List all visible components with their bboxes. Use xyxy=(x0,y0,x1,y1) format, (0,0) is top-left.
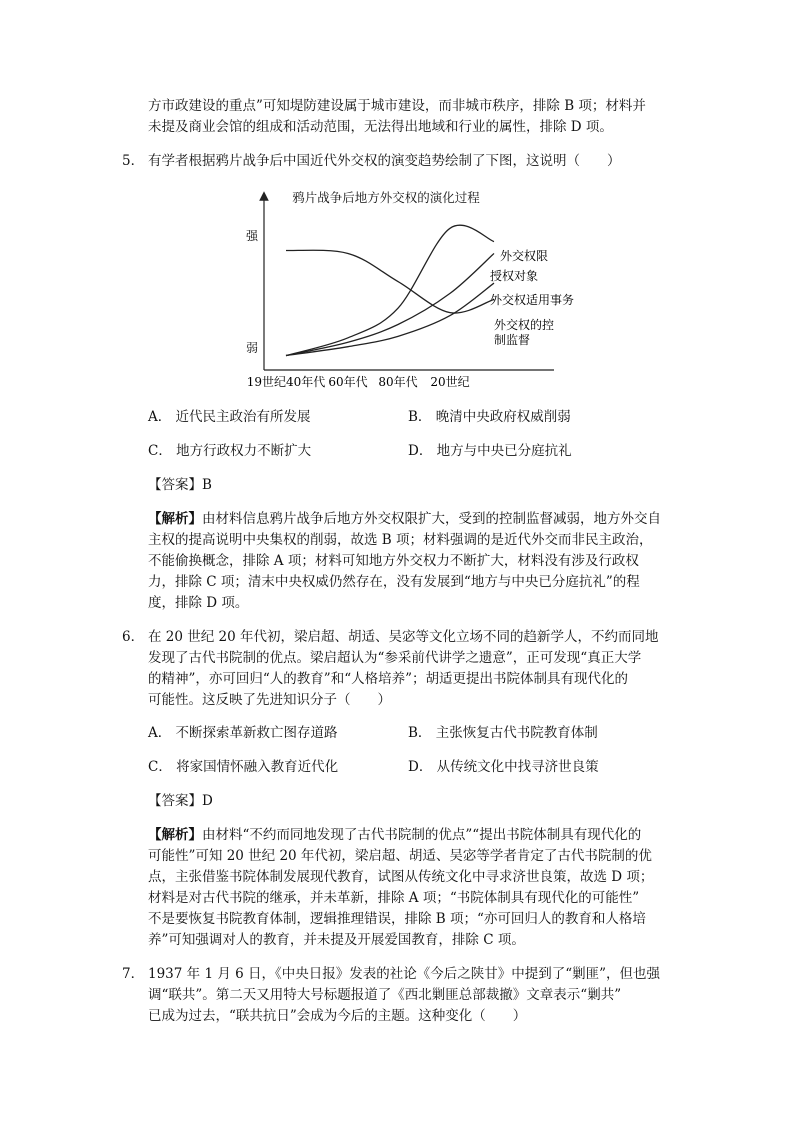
q6-stem-line-2: 发现了古代书院制的优点。梁启超认为“参采前代讲学之遗意”，正可发现“真正大学 xyxy=(148,650,642,666)
question-6-number: 6． xyxy=(122,629,145,645)
q6-option-d[interactable]: D． 从传统文化中找寻济世良策 xyxy=(408,759,599,775)
q7-stem-line-2: 调“联共”。第二天又用特大号标题报道了《西北剿匪总部裁撤》文章表示“剿共” xyxy=(148,987,622,1003)
series-line-4 xyxy=(286,250,494,313)
q6-option-c[interactable]: C． 将家国情怀融入教育近代化 xyxy=(148,759,339,775)
q5-option-a[interactable]: A． 近代民主政治有所发展 xyxy=(148,409,311,425)
q5-analysis-line-5: 度，排除 D 项。 xyxy=(148,595,249,611)
q6-option-a[interactable]: A． 不断探索革新救亡图存道路 xyxy=(148,725,338,741)
q7-stem-line-3: 已成为过去，“联共抗日”会成为今后的主题。这种变化（ ） xyxy=(148,1008,527,1024)
label-series-4-line2: 制监督 xyxy=(494,333,531,347)
question-7-number: 7． xyxy=(122,966,145,982)
q5-analysis-first: 由材料信息鸦片战争后地方外交权限扩大，受到的控制监督减弱，地方外交自 xyxy=(202,511,661,527)
q6-analysis-line-5: 不是要恢复书院教育体制，逻辑推理错误，排除 B 项；“亦可回归人的教育和人格培 xyxy=(148,911,646,927)
label-series-4-line1: 外交权的控 xyxy=(494,318,555,332)
q6-analysis-line-4: 材料是对古代书院的继承，并未革新，排除 A 项；“书院体制具有现代化的可能性” xyxy=(148,890,640,906)
q6-analysis-line-3: 点，主张借鉴书院体制发展现代教育，试图从传统文化中寻求济世良策，故选 D 项； xyxy=(148,869,654,885)
series-line-3 xyxy=(286,283,494,356)
y-label-strong: 强 xyxy=(245,229,259,243)
y-label-weak: 弱 xyxy=(245,341,259,355)
q6-stem-line-4: 可能性。这反映了先进知识分子（ ） xyxy=(148,692,391,708)
intro-line-2: 未提及商业会馆的组成和活动范围，无法得出地域和行业的属性，排除 D 项。 xyxy=(148,119,613,135)
series-line-1 xyxy=(286,225,494,355)
q6-analysis-label: 【解析】 xyxy=(148,827,202,843)
intro-line-1: 方市政建设的重点”可知堤防建设属于城市建设，而非城市秩序，排除 B 项；材料并 xyxy=(148,98,646,114)
q6-analysis-first: 由材料“不约而同地发现了古代书院制的优点”“提出书院体制具有现代化的 xyxy=(202,827,642,843)
question-5-number: 5． xyxy=(122,153,145,169)
q5-analysis-line-3: 不能偷换概念，排除 A 项；材料可知地方外交权力不断扩大，材料没有涉及行政权 xyxy=(148,553,639,569)
q6-analysis-line-6: 养”可知强调对人的教育，并未提及开展爱国教育，排除 C 项。 xyxy=(148,932,525,948)
q6-stem-line-3: 的精神”，亦可回归“人的教育”和“人格培养”；胡适更提出书院体制具有现代化的 xyxy=(148,671,629,687)
q6-analysis-line-2: 可能性”可知 20 世纪 20 年代初，梁启超、胡适、吴宓等学者肯定了古代书院制的优 xyxy=(148,848,652,864)
label-series-1: 外交权限 xyxy=(500,249,549,263)
question-5-stem: 有学者根据鸦片战争后中国近代外交权的演变趋势绘制了下图，这说明（ ） xyxy=(148,153,621,169)
q5-option-c[interactable]: C． 地方行政权力不断扩大 xyxy=(148,443,312,459)
q5-analysis-label: 【解析】 xyxy=(148,511,202,527)
x-tick-label: 60年代 xyxy=(328,375,368,389)
q5-option-d[interactable]: D． 地方与中央已分庭抗礼 xyxy=(408,443,572,459)
chart-title: 鸦片战争后地方外交权的演化过程 xyxy=(292,190,480,205)
q7-stem-line-1: 1937 年 1 月 6 日，《中央日报》发表的社论《今后之陕甘》中提到了“剿匪”，但也强 xyxy=(148,966,661,982)
x-tick-label: 80年代 xyxy=(378,375,418,389)
q5-analysis-line-1 xyxy=(148,509,661,530)
q5-answer: 【答案】B xyxy=(148,477,212,493)
q6-stem-line-1: 在 20 世纪 20 年代初，梁启超、胡适、吴宓等文化立场不同的趋新学人，不约而同地 xyxy=(148,629,659,645)
q5-analysis-line-2: 主权的提高说明中央集权的削弱，故选 B 项；材料强调的是近代外交而非民主政治， xyxy=(148,532,653,548)
q6-analysis-line-1 xyxy=(148,825,641,846)
q6-option-b[interactable]: B． 主张恢复古代书院教育体制 xyxy=(408,725,598,741)
x-tick-label: 19世纪40年代 xyxy=(246,375,326,389)
series-line-2 xyxy=(286,253,494,355)
diplomatic-power-chart xyxy=(232,182,592,392)
label-series-2: 授权对象 xyxy=(490,269,539,283)
q5-option-b[interactable]: B． 晚清中央政府权威削弱 xyxy=(408,409,571,425)
label-series-3: 外交权适用事务 xyxy=(490,293,575,307)
q5-analysis-line-4: 力，排除 C 项；清末中央权威仍然存在，没有发展到“地方与中央已分庭抗礼”的程 xyxy=(148,574,640,590)
x-tick-label: 20世纪 xyxy=(430,375,470,389)
q6-answer: 【答案】D xyxy=(148,793,213,809)
